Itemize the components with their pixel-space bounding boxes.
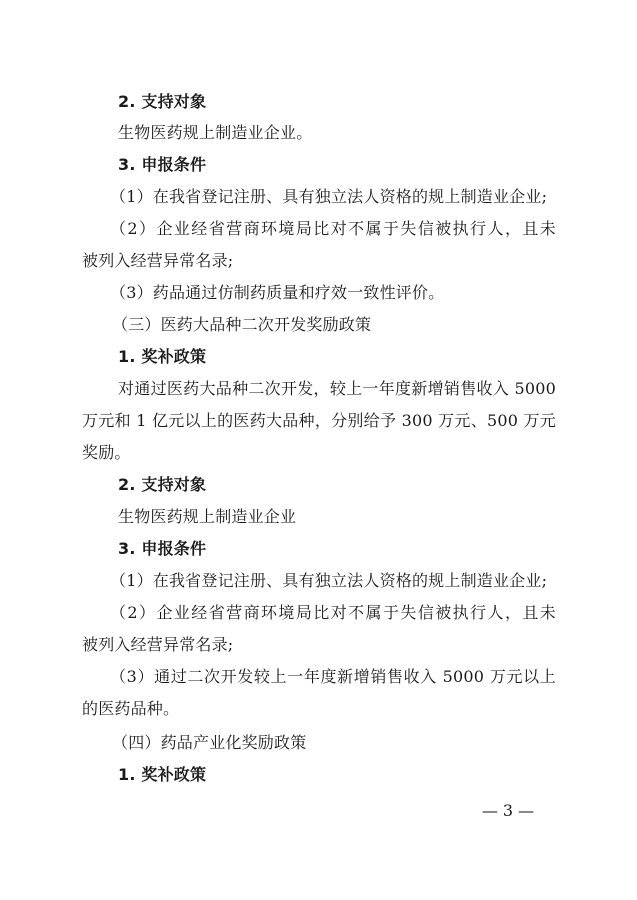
paragraph-line: 被列入经营异常名录; xyxy=(82,635,234,654)
section-3-heading: 3. 申报条件 xyxy=(118,539,207,558)
subsection-heading: （四）药品产业化奖励政策 xyxy=(112,733,307,752)
paragraph-line: 生物医药规上制造业企业。 xyxy=(118,123,313,142)
paragraph-line: （1）在我省登记注册、具有独立法人资格的规上制造业企业; xyxy=(110,187,548,206)
paragraph-line: （1）在我省登记注册、具有独立法人资格的规上制造业企业; xyxy=(110,571,548,590)
paragraph-line: 对通过医药大品种二次开发，较上一年度新增销售收入 5000 xyxy=(118,379,556,398)
section-1-heading: 1. 奖补政策 xyxy=(118,765,207,784)
section-3-heading: 3. 申报条件 xyxy=(118,155,207,174)
section-1-heading: 1. 奖补政策 xyxy=(118,347,207,366)
section-2-heading: 2. 支持对象 xyxy=(118,92,207,111)
paragraph-line: 万元和 1 亿元以上的医药大品种，分别给予 300 万元、500 万元 xyxy=(82,411,556,430)
paragraph-line: （3）药品通过仿制药质量和疗效一致性评价。 xyxy=(110,283,445,302)
paragraph-line: （2）企业经省营商环境局比对不属于失信被执行人，且未 xyxy=(110,219,556,238)
paragraph-line: 生物医药规上制造业企业 xyxy=(118,507,297,526)
subsection-heading: （三）医药大品种二次开发奖励政策 xyxy=(112,315,372,334)
page-number: — 3 — xyxy=(481,801,535,820)
paragraph-line: 奖励。 xyxy=(82,443,131,462)
paragraph-line: 被列入经营异常名录; xyxy=(82,251,234,270)
paragraph-line: 的医药品种。 xyxy=(82,699,180,718)
paragraph-line: （3）通过二次开发较上一年度新增销售收入 5000 万元以上 xyxy=(110,667,556,686)
paragraph-line: （2）企业经省营商环境局比对不属于失信被执行人，且未 xyxy=(110,603,556,622)
section-2-heading: 2. 支持对象 xyxy=(118,475,207,494)
